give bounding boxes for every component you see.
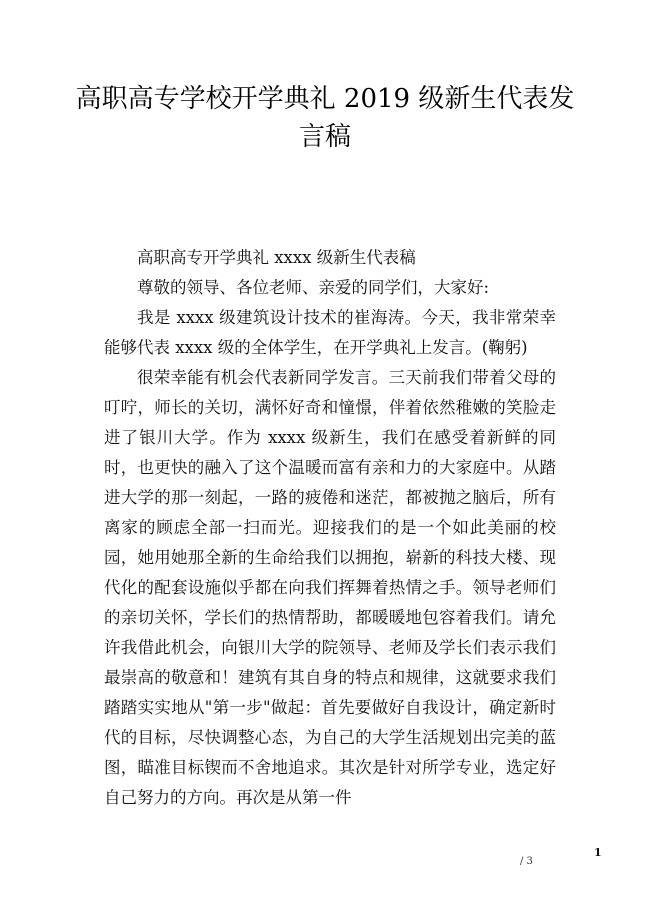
- page-total: / 3: [520, 856, 533, 867]
- paragraph-greeting: 尊敬的领导、各位老师、亲爱的同学们，大家好:: [137, 278, 490, 297]
- title-line-2: 言稿: [298, 122, 351, 152]
- page-number: 1: [594, 846, 602, 859]
- paragraph-main: 很荣幸能有机会代表新同学发言。三天前我们带着父母的叮咛，师长的关切，满怀好奇和憧憬，伴着依然稚嫩的笑脸走进了银川大学。作为 xxxx 级新生，我们在感受着新鲜的同时，也更快的融入了这个温暖而富有亲和力的大家庭中。从踏进大学的那一刻起，一路的疲倦和迷茫，都被抛之脑后，所有离家的顾虑全部一扫而光。迎接我们的是一个如此美丽的校园，她用她那全新的生命给我们以拥抱，崭新的科技大楼、现代化的配套设施似乎都在向我们挥舞着热情之手。领导老师们的亲切关怀，学长们的热情帮助，都暖暖地包容着我们。请允许我借此机会，向银川大学的院领导、老师及学长们表示我们最崇高的敬意和！建筑有其自身的特点和规律，这就要求我们踏踏实实地从"第一步"做起：首先要做好自我设计，确定新时代的目标，尽快调整心态，为自己的大学生活规划出完美的蓝图，瞄准目标锲而不舍地追求。其次是针对所学专业，选定好自己努力的方向。再次是从第一件: [104, 368, 556, 807]
- paragraph-heading: 高职高专开学典礼 xxxx 级新生代表稿: [137, 248, 416, 267]
- document-body: [104, 243, 556, 813]
- document-title: [60, 80, 590, 156]
- title-line-1: 高职高专学校开学典礼 2019 级新生代表发: [75, 84, 575, 114]
- paragraph-introduction: 我是 xxxx 级建筑设计技术的崔海涛。今天，我非常荣幸能够代表 xxxx 级的全体学生，在开学典礼上发言。(鞠躬): [104, 308, 556, 357]
